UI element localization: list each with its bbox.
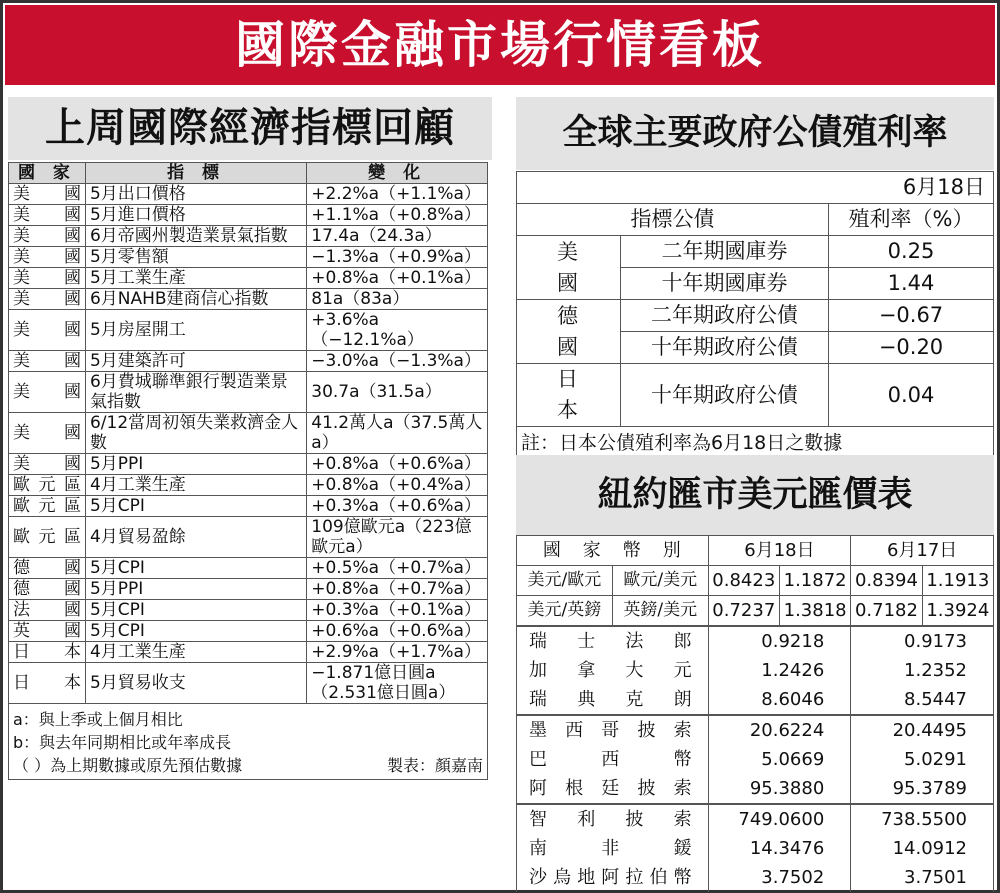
table-row (9, 310, 488, 351)
fx-section-title: 紐約匯市美元匯價表 (516, 455, 994, 535)
fx-header-date2: 6月17日 (851, 536, 994, 566)
currency-name-cell: 巴西幣 (517, 745, 709, 774)
econ-notes-row (9, 704, 488, 780)
change-cell: +0.8%a（+0.4%a） (307, 475, 488, 496)
note-paren: （ ）為上期數據或原先預估數據 (13, 756, 243, 775)
change-cell: +0.3%a（+0.6%a） (307, 496, 488, 517)
change-cell: +0.6%a（+0.6%a） (307, 621, 488, 642)
rate-cell-date1: 95.3880 (708, 774, 851, 804)
country-cell: 美國 (9, 226, 86, 247)
bond-header-row (517, 204, 994, 236)
table-row (517, 774, 994, 804)
currency-name-cell: 加拿大元 (517, 656, 709, 685)
country-cell: 德國 (9, 579, 86, 600)
table-row (9, 226, 488, 247)
table-row (9, 600, 488, 621)
table-row (9, 558, 488, 579)
bond-name-cell: 十年期政府公債 (621, 364, 829, 427)
change-cell: +2.2%a（+1.1%a） (307, 184, 488, 205)
bond-rate-cell: −0.67 (829, 300, 994, 332)
econ-indicator-table (8, 162, 488, 780)
change-cell: 17.4a（24.3a） (307, 226, 488, 247)
table-row (517, 745, 994, 774)
pair-value-cell: 1.3924 (922, 596, 993, 627)
bond-country-cell: 日本 (517, 364, 621, 427)
table-row (517, 236, 994, 268)
change-cell: 41.2萬人a（37.5萬人a） (307, 413, 488, 454)
bond-rate-cell: 0.25 (829, 236, 994, 268)
note-paren-row (13, 754, 483, 777)
bond-section-title: 全球主要政府公債殖利率 (516, 97, 994, 170)
table-row (517, 300, 994, 332)
rate-cell-date2: 3.7501 (851, 863, 994, 892)
rate-cell-date1: 5.0669 (708, 745, 851, 774)
table-row (9, 413, 488, 454)
rate-cell-date1: 14.3476 (708, 834, 851, 863)
bond-rate-cell: −0.20 (829, 332, 994, 364)
indicator-cell: 5月進口價格 (85, 205, 306, 226)
bond-name-cell: 十年期政府公債 (621, 332, 829, 364)
country-cell: 美國 (9, 268, 86, 289)
fx-header-date1: 6月18日 (708, 536, 851, 566)
pair-value-cell: 1.1872 (779, 566, 850, 596)
change-cell: 30.7a（31.5a） (307, 372, 488, 413)
header-country: 國 家 (9, 163, 86, 184)
change-cell: +3.6%a（−12.1%a） (307, 310, 488, 351)
table-row (9, 663, 488, 704)
fx-header-currency: 國家幣別 (517, 536, 709, 566)
table-row (9, 372, 488, 413)
pair-value-cell: 1.3818 (779, 596, 850, 627)
header-indicator: 指 標 (85, 163, 306, 184)
country-cell: 歐元區 (9, 517, 86, 558)
table-row (517, 596, 994, 627)
table-row (517, 685, 994, 715)
change-cell: +1.1%a（+0.8%a） (307, 205, 488, 226)
indicator-cell: 5月PPI (85, 454, 306, 475)
pair-value-cell: 1.1913 (922, 566, 993, 596)
rate-cell-date1: 0.9218 (708, 626, 851, 656)
table-row (517, 834, 994, 863)
table-row (9, 642, 488, 663)
bond-country-cell: 德國 (517, 300, 621, 364)
country-cell: 美國 (9, 289, 86, 310)
table-row (517, 863, 994, 892)
change-cell: −1.871億日圓a（2.531億日圓a） (307, 663, 488, 704)
country-cell: 美國 (9, 205, 86, 226)
pair-value-cell: 0.7237 (708, 596, 779, 627)
rate-cell-date2: 8.5447 (851, 685, 994, 715)
indicator-cell: 5月出口價格 (85, 184, 306, 205)
econ-header-row (9, 163, 488, 184)
bond-name-cell: 十年期國庫券 (621, 268, 829, 300)
pair-label-a: 美元/歐元 (517, 566, 613, 596)
table-row (517, 656, 994, 685)
indicator-cell: 5月CPI (85, 496, 306, 517)
rate-cell-date2: 20.4495 (851, 715, 994, 745)
econ-section-title: 上周國際經濟指標回顧 (8, 97, 492, 160)
bond-name-cell: 二年期國庫券 (621, 236, 829, 268)
indicator-cell: 6月NAHB建商信心指數 (85, 289, 306, 310)
change-cell: +0.3%a（+0.1%a） (307, 600, 488, 621)
indicator-cell: 5月CPI (85, 600, 306, 621)
change-cell: 81a（83a） (307, 289, 488, 310)
country-cell: 英國 (9, 621, 86, 642)
currency-name-cell: 智利披索 (517, 804, 709, 834)
country-cell: 美國 (9, 454, 86, 475)
rate-cell-date2: 738.5500 (851, 804, 994, 834)
currency-name-cell: 瑞士法郎 (517, 626, 709, 656)
currency-name-cell: 沙烏地阿拉伯幣 (517, 863, 709, 892)
change-cell: +0.5%a（+0.7%a） (307, 558, 488, 579)
country-cell: 日本 (9, 642, 86, 663)
currency-name-cell: 墨西哥披索 (517, 715, 709, 745)
fx-rate-table (516, 535, 994, 892)
table-row (517, 626, 994, 656)
rate-cell-date2: 0.9173 (851, 626, 994, 656)
change-cell: −1.3%a（+0.9%a） (307, 247, 488, 268)
table-row (9, 496, 488, 517)
change-cell: +0.8%a（+0.6%a） (307, 454, 488, 475)
currency-name-cell: 南非鍰 (517, 834, 709, 863)
table-row (9, 454, 488, 475)
indicator-cell: 6/12當周初領失業救濟金人數 (85, 413, 306, 454)
change-cell: 109億歐元a（223億歐元a） (307, 517, 488, 558)
bond-country-cell: 美國 (517, 236, 621, 300)
credit: 製表：顏嘉南 (386, 756, 483, 775)
bond-name-cell: 二年期政府公債 (621, 300, 829, 332)
indicator-cell: 5月CPI (85, 621, 306, 642)
table-row (517, 566, 994, 596)
fx-header-row (517, 536, 994, 566)
indicator-cell: 6月費城聯準銀行製造業景氣指數 (85, 372, 306, 413)
indicator-cell: 5月工業生產 (85, 268, 306, 289)
note-a: a：與上季或上個月相比 (13, 710, 183, 729)
pair-value-cell: 0.7182 (851, 596, 922, 627)
currency-name-cell: 阿根廷披索 (517, 774, 709, 804)
econ-notes (9, 704, 488, 780)
change-cell: −3.0%a（−1.3%a） (307, 351, 488, 372)
rate-cell-date1: 1.2426 (708, 656, 851, 685)
rate-cell-date1: 20.6224 (708, 715, 851, 745)
indicator-cell: 4月工業生產 (85, 475, 306, 496)
country-cell: 美國 (9, 184, 86, 205)
country-cell: 美國 (9, 413, 86, 454)
indicator-cell: 6月帝國州製造業景氣指數 (85, 226, 306, 247)
indicator-cell: 5月CPI (85, 558, 306, 579)
header-change: 變 化 (307, 163, 488, 184)
pair-label-a: 美元/英鎊 (517, 596, 613, 627)
indicator-cell: 4月貿易盈餘 (85, 517, 306, 558)
rate-cell-date2: 5.0291 (851, 745, 994, 774)
change-cell: +0.8%a（+0.7%a） (307, 579, 488, 600)
rate-cell-date1: 3.7502 (708, 863, 851, 892)
bond-note: 註：日本公債殖利率為6月18日之數據 (517, 427, 994, 460)
pair-label-b: 歐元/美元 (612, 566, 708, 596)
country-cell: 德國 (9, 558, 86, 579)
pair-label-b: 英鎊/美元 (612, 596, 708, 627)
table-row (9, 268, 488, 289)
bond-rate-cell: 0.04 (829, 364, 994, 427)
change-cell: +0.8%a（+0.1%a） (307, 268, 488, 289)
bond-header-rate: 殖利率（%） (829, 204, 994, 236)
country-cell: 歐元區 (9, 475, 86, 496)
country-cell: 美國 (9, 247, 86, 268)
table-row (9, 621, 488, 642)
bond-rate-cell: 1.44 (829, 268, 994, 300)
indicator-cell: 5月貿易收支 (85, 663, 306, 704)
table-row (9, 517, 488, 558)
rate-cell-date1: 8.6046 (708, 685, 851, 715)
table-row (9, 579, 488, 600)
bond-date-row (517, 172, 994, 204)
table-row (9, 289, 488, 310)
pair-value-cell: 0.8394 (851, 566, 922, 596)
rate-cell-date2: 14.0912 (851, 834, 994, 863)
pair-value-cell: 0.8423 (708, 566, 779, 596)
indicator-cell: 4月工業生產 (85, 642, 306, 663)
bond-date: 6月18日 (517, 172, 994, 204)
rate-cell-date1: 749.0600 (708, 804, 851, 834)
note-b: b：與去年同期相比或年率成長 (13, 733, 232, 752)
change-cell: +2.9%a（+1.7%a） (307, 642, 488, 663)
rate-cell-date2: 1.2352 (851, 656, 994, 685)
indicator-cell: 5月建築許可 (85, 351, 306, 372)
country-cell: 美國 (9, 310, 86, 351)
indicator-cell: 5月零售額 (85, 247, 306, 268)
table-row (517, 804, 994, 834)
indicator-cell: 5月房屋開工 (85, 310, 306, 351)
country-cell: 美國 (9, 372, 86, 413)
country-cell: 歐元區 (9, 496, 86, 517)
country-cell: 日本 (9, 663, 86, 704)
table-row (9, 247, 488, 268)
country-cell: 美國 (9, 351, 86, 372)
page-title: 國際金融市場行情看板 (5, 5, 995, 85)
table-row (9, 184, 488, 205)
currency-name-cell: 瑞典克朗 (517, 685, 709, 715)
table-row (9, 475, 488, 496)
bond-header-name: 指標公債 (517, 204, 829, 236)
table-row (517, 364, 994, 427)
table-row (9, 205, 488, 226)
table-row (517, 715, 994, 745)
rate-cell-date2: 95.3789 (851, 774, 994, 804)
country-cell: 法國 (9, 600, 86, 621)
bond-yield-table (516, 171, 994, 460)
indicator-cell: 5月PPI (85, 579, 306, 600)
table-row (9, 351, 488, 372)
